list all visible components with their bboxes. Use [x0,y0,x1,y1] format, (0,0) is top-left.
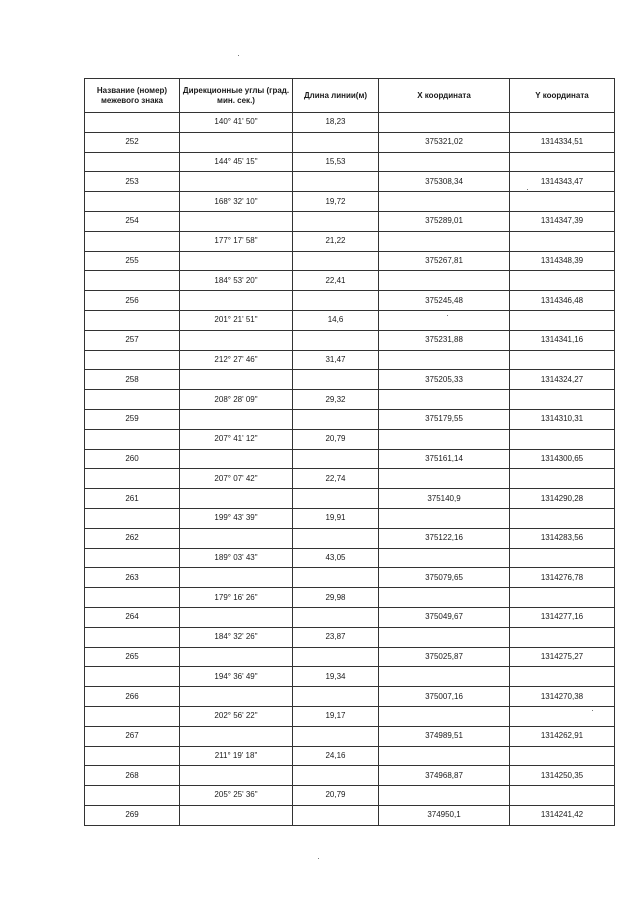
direction-angle-cell [180,251,293,271]
table-row-segment [85,786,615,806]
y-coordinate-cell: 1314275,27 [510,647,615,667]
table-row-segment [85,627,615,647]
table-row-point [85,489,615,509]
table-row-point [85,647,615,667]
x-coordinate-cell: 375245,48 [379,291,510,311]
header-x-coordinate: X координата [379,79,510,113]
y-coordinate-cell [510,152,615,172]
x-coordinate-cell: 374989,51 [379,726,510,746]
x-coordinate-cell: 375007,16 [379,687,510,707]
direction-angle-cell: 189° 03' 43" [180,548,293,568]
scan-speck [238,55,239,56]
line-length-cell: 29,98 [293,588,379,608]
table-row-segment [85,152,615,172]
x-coordinate-cell [379,192,510,212]
line-length-cell: 24,16 [293,746,379,766]
mark-name-cell: 256 [85,291,180,311]
direction-angle-cell [180,647,293,667]
table-row-segment [85,390,615,410]
table-row-point [85,409,615,429]
direction-angle-cell: 208° 28' 09" [180,390,293,410]
direction-angle-cell: 211° 19' 18" [180,746,293,766]
line-length-cell [293,172,379,192]
direction-angle-cell [180,132,293,152]
direction-angle-cell: 168° 32' 10" [180,192,293,212]
table-row-segment [85,746,615,766]
direction-angle-cell: 205° 25' 36" [180,786,293,806]
x-coordinate-cell [379,548,510,568]
mark-name-cell [85,271,180,291]
header-y-coordinate: Y координата [510,79,615,113]
x-coordinate-cell [379,627,510,647]
x-coordinate-cell: 375025,87 [379,647,510,667]
y-coordinate-cell: 1314347,39 [510,211,615,231]
table-row-point [85,132,615,152]
direction-angle-cell [180,607,293,627]
mark-name-cell [85,548,180,568]
x-coordinate-cell [379,667,510,687]
table-row-point [85,766,615,786]
mark-name-cell: 267 [85,726,180,746]
mark-name-cell: 264 [85,607,180,627]
table-row-point [85,607,615,627]
line-length-cell: 15,53 [293,152,379,172]
y-coordinate-cell: 1314241,42 [510,805,615,825]
direction-angle-cell [180,449,293,469]
y-coordinate-cell [510,429,615,449]
y-coordinate-cell [510,786,615,806]
line-length-cell: 22,41 [293,271,379,291]
header-direction-angle: Дирекционные углы (град. мин. сек.) [180,79,293,113]
y-coordinate-cell: 1314310,31 [510,409,615,429]
mark-name-cell [85,192,180,212]
mark-name-cell [85,786,180,806]
mark-name-cell [85,310,180,330]
direction-angle-cell: 201° 21' 51" [180,310,293,330]
direction-angle-cell [180,766,293,786]
scan-speck [318,858,319,859]
x-coordinate-cell: 375289,01 [379,211,510,231]
direction-angle-cell [180,687,293,707]
header-boundary-mark-name: Название (номер) межевого знака [85,79,180,113]
x-coordinate-cell: 375049,67 [379,607,510,627]
y-coordinate-cell: 1314346,48 [510,291,615,311]
table-row-point [85,528,615,548]
y-coordinate-cell [510,508,615,528]
line-length-cell: 29,32 [293,390,379,410]
line-length-cell [293,251,379,271]
x-coordinate-cell: 375308,34 [379,172,510,192]
x-coordinate-cell: 375231,88 [379,330,510,350]
line-length-cell [293,449,379,469]
table-row-segment [85,429,615,449]
table-row-point [85,330,615,350]
line-length-cell [293,805,379,825]
y-coordinate-cell: 1314277,16 [510,607,615,627]
x-coordinate-cell [379,231,510,251]
y-coordinate-cell [510,469,615,489]
mark-name-cell: 263 [85,568,180,588]
direction-angle-cell: 202° 56' 22" [180,706,293,726]
line-length-cell: 19,34 [293,667,379,687]
y-coordinate-cell [510,390,615,410]
mark-name-cell [85,231,180,251]
line-length-cell: 20,79 [293,786,379,806]
table-row-point [85,211,615,231]
direction-angle-cell [180,211,293,231]
mark-name-cell: 260 [85,449,180,469]
mark-name-cell [85,152,180,172]
y-coordinate-cell [510,271,615,291]
mark-name-cell [85,429,180,449]
direction-angle-cell [180,568,293,588]
x-coordinate-cell: 375205,33 [379,370,510,390]
line-length-cell [293,489,379,509]
x-coordinate-cell: 374968,87 [379,766,510,786]
x-coordinate-cell [379,746,510,766]
line-length-cell [293,726,379,746]
line-length-cell [293,370,379,390]
mark-name-cell: 258 [85,370,180,390]
y-coordinate-cell [510,548,615,568]
y-coordinate-cell: 1314324,27 [510,370,615,390]
mark-name-cell: 259 [85,409,180,429]
line-length-cell: 20,79 [293,429,379,449]
line-length-cell: 23,87 [293,627,379,647]
direction-angle-cell: 184° 32' 26" [180,627,293,647]
mark-name-cell: 252 [85,132,180,152]
table-row-point [85,568,615,588]
x-coordinate-cell [379,310,510,330]
x-coordinate-cell [379,508,510,528]
mark-name-cell: 261 [85,489,180,509]
direction-angle-cell [180,805,293,825]
table-row-segment [85,271,615,291]
line-length-cell [293,409,379,429]
line-length-cell [293,330,379,350]
line-length-cell: 22,74 [293,469,379,489]
direction-angle-cell: 144° 45' 15" [180,152,293,172]
table-row-point [85,805,615,825]
table-row-segment [85,113,615,133]
direction-angle-cell: 212° 27' 46" [180,350,293,370]
y-coordinate-cell: 1314343,47 [510,172,615,192]
x-coordinate-cell [379,113,510,133]
direction-angle-cell [180,370,293,390]
table-row-segment [85,548,615,568]
mark-name-cell: 266 [85,687,180,707]
table-body [85,113,615,826]
y-coordinate-cell: 1314283,56 [510,528,615,548]
table-row-segment [85,469,615,489]
y-coordinate-cell: 1314334,51 [510,132,615,152]
direction-angle-cell: 207° 41' 12" [180,429,293,449]
y-coordinate-cell: 1314341,16 [510,330,615,350]
line-length-cell [293,687,379,707]
line-length-cell [293,528,379,548]
table-row-point [85,726,615,746]
line-length-cell: 18,23 [293,113,379,133]
line-length-cell: 19,17 [293,706,379,726]
line-length-cell: 19,72 [293,192,379,212]
table-row-segment [85,706,615,726]
y-coordinate-cell: 1314290,28 [510,489,615,509]
mark-name-cell: 254 [85,211,180,231]
y-coordinate-cell: 1314276,78 [510,568,615,588]
direction-angle-cell: 194° 36' 49" [180,667,293,687]
direction-angle-cell [180,330,293,350]
mark-name-cell [85,350,180,370]
y-coordinate-cell [510,706,615,726]
table-row-point [85,291,615,311]
table-row-point [85,687,615,707]
table-row-segment [85,231,615,251]
y-coordinate-cell: 1314250,35 [510,766,615,786]
line-length-cell: 19,91 [293,508,379,528]
line-length-cell [293,568,379,588]
mark-name-cell: 262 [85,528,180,548]
x-coordinate-cell [379,350,510,370]
line-length-cell: 21,22 [293,231,379,251]
x-coordinate-cell: 375267,81 [379,251,510,271]
mark-name-cell [85,113,180,133]
direction-angle-cell: 140° 41' 50" [180,113,293,133]
y-coordinate-cell [510,113,615,133]
x-coordinate-cell [379,271,510,291]
x-coordinate-cell: 375079,65 [379,568,510,588]
direction-angle-cell [180,172,293,192]
y-coordinate-cell [510,310,615,330]
mark-name-cell [85,469,180,489]
table-row-segment [85,310,615,330]
x-coordinate-cell [379,469,510,489]
x-coordinate-cell [379,390,510,410]
direction-angle-cell [180,489,293,509]
mark-name-cell: 253 [85,172,180,192]
table-row-segment [85,192,615,212]
y-coordinate-cell [510,350,615,370]
mark-name-cell [85,508,180,528]
mark-name-cell: 269 [85,805,180,825]
x-coordinate-cell: 374950,1 [379,805,510,825]
y-coordinate-cell [510,192,615,212]
line-length-cell: 31,47 [293,350,379,370]
x-coordinate-cell [379,152,510,172]
mark-name-cell: 265 [85,647,180,667]
direction-angle-cell: 179° 16' 26" [180,588,293,608]
line-length-cell: 43,05 [293,548,379,568]
x-coordinate-cell: 375179,55 [379,409,510,429]
line-length-cell [293,766,379,786]
direction-angle-cell: 184° 53' 20" [180,271,293,291]
mark-name-cell [85,390,180,410]
table-row-segment [85,667,615,687]
line-length-cell [293,132,379,152]
line-length-cell [293,211,379,231]
table-row-point [85,251,615,271]
table-header-row [85,79,615,113]
y-coordinate-cell [510,627,615,647]
x-coordinate-cell [379,786,510,806]
table-row-point [85,370,615,390]
line-length-cell [293,647,379,667]
boundary-coordinates-table [84,78,615,826]
mark-name-cell [85,588,180,608]
x-coordinate-cell [379,588,510,608]
y-coordinate-cell [510,588,615,608]
y-coordinate-cell [510,667,615,687]
direction-angle-cell: 177° 17' 58" [180,231,293,251]
y-coordinate-cell [510,231,615,251]
x-coordinate-cell [379,706,510,726]
y-coordinate-cell [510,746,615,766]
direction-angle-cell [180,528,293,548]
mark-name-cell [85,746,180,766]
direction-angle-cell: 199° 43' 39" [180,508,293,528]
table-row-segment [85,508,615,528]
mark-name-cell [85,667,180,687]
line-length-cell [293,607,379,627]
direction-angle-cell [180,726,293,746]
x-coordinate-cell: 375321,02 [379,132,510,152]
mark-name-cell: 255 [85,251,180,271]
x-coordinate-cell: 375161,14 [379,449,510,469]
table-row-point [85,449,615,469]
y-coordinate-cell: 1314300,65 [510,449,615,469]
line-length-cell [293,291,379,311]
table-row-segment [85,350,615,370]
mark-name-cell [85,706,180,726]
mark-name-cell: 257 [85,330,180,350]
direction-angle-cell [180,291,293,311]
direction-angle-cell [180,409,293,429]
x-coordinate-cell: 375122,16 [379,528,510,548]
y-coordinate-cell: 1314348,39 [510,251,615,271]
y-coordinate-cell: 1314262,91 [510,726,615,746]
direction-angle-cell: 207° 07' 42" [180,469,293,489]
x-coordinate-cell: 375140,9 [379,489,510,509]
x-coordinate-cell [379,429,510,449]
mark-name-cell [85,627,180,647]
line-length-cell: 14,6 [293,310,379,330]
mark-name-cell: 268 [85,766,180,786]
table-row-point [85,172,615,192]
header-line-length: Длина линии(м) [293,79,379,113]
table-row-segment [85,588,615,608]
y-coordinate-cell: 1314270,38 [510,687,615,707]
